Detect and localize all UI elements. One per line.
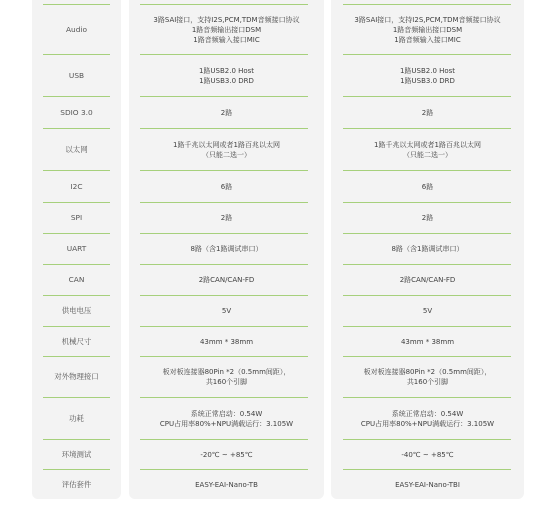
- spec-label-text: CAN: [68, 275, 85, 284]
- spec-value-model-b: [331, 440, 524, 469]
- spec-value-model-a: [129, 55, 324, 96]
- spec-value-line: 3路SAI接口，支持I2S,PCM,TDM音频接口协议: [354, 15, 501, 24]
- spec-label: [32, 129, 121, 170]
- spec-value-model-a: [129, 327, 324, 356]
- spec-value-line: 共160个引脚: [205, 378, 248, 386]
- spec-model-b-column: [331, 0, 524, 499]
- spec-label: [32, 5, 121, 54]
- spec-value-model-b: [331, 97, 524, 128]
- spec-label-text: 评估套件: [61, 479, 92, 489]
- spec-value-model-b: [331, 171, 524, 202]
- spec-value-model-a: [129, 265, 324, 295]
- spec-value-line: 2路: [220, 214, 233, 222]
- spec-value-line: 1路USB3.0 DRD: [199, 76, 254, 85]
- spec-label-text: 以太网: [65, 144, 88, 154]
- spec-value-line: 5V: [221, 307, 232, 315]
- spec-value-model-b: [331, 470, 524, 499]
- spec-value-model-b: [331, 357, 524, 397]
- spec-label: [32, 97, 121, 128]
- spec-value-model-a: [129, 296, 324, 326]
- spec-value-line: 8路（含1路调试串口）: [190, 245, 263, 253]
- spec-value-line: 2路: [421, 108, 434, 117]
- spec-label-text: I2C: [70, 181, 83, 191]
- spec-value-line: 6路: [421, 182, 434, 191]
- spec-value-model-a: [129, 440, 324, 469]
- spec-value-line: 6路: [220, 182, 233, 191]
- spec-value-model-b: [331, 327, 524, 356]
- spec-label-text: 功耗: [69, 413, 84, 423]
- spec-label: [32, 203, 121, 233]
- spec-label-text: 对外物理接口: [54, 372, 99, 381]
- spec-value-line: 5V: [422, 307, 433, 315]
- spec-value-line: 系统正常启动：0.54W: [391, 409, 464, 418]
- spec-value-model-b: [331, 5, 524, 54]
- spec-label-text: 供电电压: [61, 306, 92, 315]
- spec-label: [32, 55, 121, 96]
- spec-value-line: CPU占用率80%+NPU满载运行：3.105W: [360, 419, 495, 428]
- spec-value-line: （只能二选一）: [403, 150, 452, 159]
- spec-value-model-a: [129, 171, 324, 202]
- spec-label-text: UART: [66, 244, 87, 253]
- spec-label-text: 机械尺寸: [61, 336, 92, 346]
- spec-label: [32, 234, 121, 264]
- spec-value-line: EASY-EAI-Nano-TB: [195, 480, 258, 489]
- spec-value-line: 1路千兆以太网或者1路百兆以太网: [374, 140, 481, 149]
- spec-label-text: USB: [68, 70, 85, 80]
- spec-value-model-b: [331, 296, 524, 326]
- spec-value-line: 共160个引脚: [406, 378, 449, 386]
- spec-value-line: （只能二选一）: [202, 150, 251, 159]
- spec-value-model-a: [129, 203, 324, 233]
- spec-value-model-a: [129, 97, 324, 128]
- spec-label: [32, 440, 121, 469]
- spec-value-line: 43mm * 38mm: [400, 337, 455, 346]
- spec-value-model-b: [331, 203, 524, 233]
- spec-value-model-b: [331, 234, 524, 264]
- spec-value-line: 1路音频输入接口MIC: [193, 35, 260, 44]
- spec-label-text: Audio: [65, 24, 87, 34]
- spec-value-line: 2路: [220, 108, 233, 117]
- spec-label: [32, 265, 121, 295]
- spec-value-line: 2路CAN/CAN-FD: [198, 276, 255, 284]
- spec-value-model-b: [331, 265, 524, 295]
- spec-value-line: 1路音频输出接口DSM: [392, 25, 463, 34]
- spec-value-line: 1路USB2.0 Host: [399, 66, 456, 75]
- spec-label: [32, 296, 121, 326]
- spec-value-model-b: [331, 398, 524, 439]
- spec-value-line: 2路CAN/CAN-FD: [399, 276, 456, 284]
- spec-value-model-a: [129, 234, 324, 264]
- spec-label-column: [32, 0, 121, 499]
- spec-value-line: -20℃ ~ +85℃: [200, 450, 253, 459]
- spec-value-line: 板对板连接器80Pin *2（0.5mm间距），: [363, 368, 492, 376]
- spec-value-line: EASY-EAI-Nano-TBI: [395, 480, 460, 489]
- spec-label: [32, 357, 121, 397]
- spec-value-model-a: [129, 357, 324, 397]
- spec-value-line: CPU占用率80%+NPU满载运行：3.105W: [159, 419, 294, 428]
- spec-label-text: 环境测试: [61, 449, 92, 459]
- spec-value-line: 1路千兆以太网或者1路百兆以太网: [173, 140, 280, 149]
- spec-value-line: 板对板连接器80Pin *2（0.5mm间距），: [162, 368, 291, 376]
- spec-value-line: 1路USB3.0 DRD: [400, 76, 455, 85]
- spec-value-model-a: [129, 129, 324, 170]
- spec-value-line: 8路（含1路调试串口）: [391, 245, 464, 253]
- spec-value-model-a: [129, 470, 324, 499]
- spec-label: [32, 470, 121, 499]
- spec-label-text: SDIO 3.0: [60, 107, 93, 117]
- spec-value-model-b: [331, 129, 524, 170]
- spec-label: [32, 171, 121, 202]
- spec-value-line: 1路音频输入接口MIC: [394, 35, 461, 44]
- spec-label-text: SPI: [70, 213, 83, 222]
- spec-value-line: 系统正常启动：0.54W: [190, 409, 263, 418]
- spec-value-line: 2路: [421, 214, 434, 222]
- spec-label: [32, 327, 121, 356]
- spec-value-line: 1路USB2.0 Host: [198, 66, 255, 75]
- spec-value-model-a: [129, 398, 324, 439]
- spec-value-line: 3路SAI接口，支持I2S,PCM,TDM音频接口协议: [153, 15, 300, 24]
- spec-value-model-a: [129, 5, 324, 54]
- spec-model-a-column: [129, 0, 324, 499]
- spec-label: [32, 398, 121, 439]
- spec-value-line: -40℃ ~ +85℃: [401, 450, 454, 459]
- spec-value-line: 43mm * 38mm: [199, 337, 254, 346]
- spec-value-model-b: [331, 55, 524, 96]
- spec-value-line: 1路音频输出接口DSM: [191, 25, 262, 34]
